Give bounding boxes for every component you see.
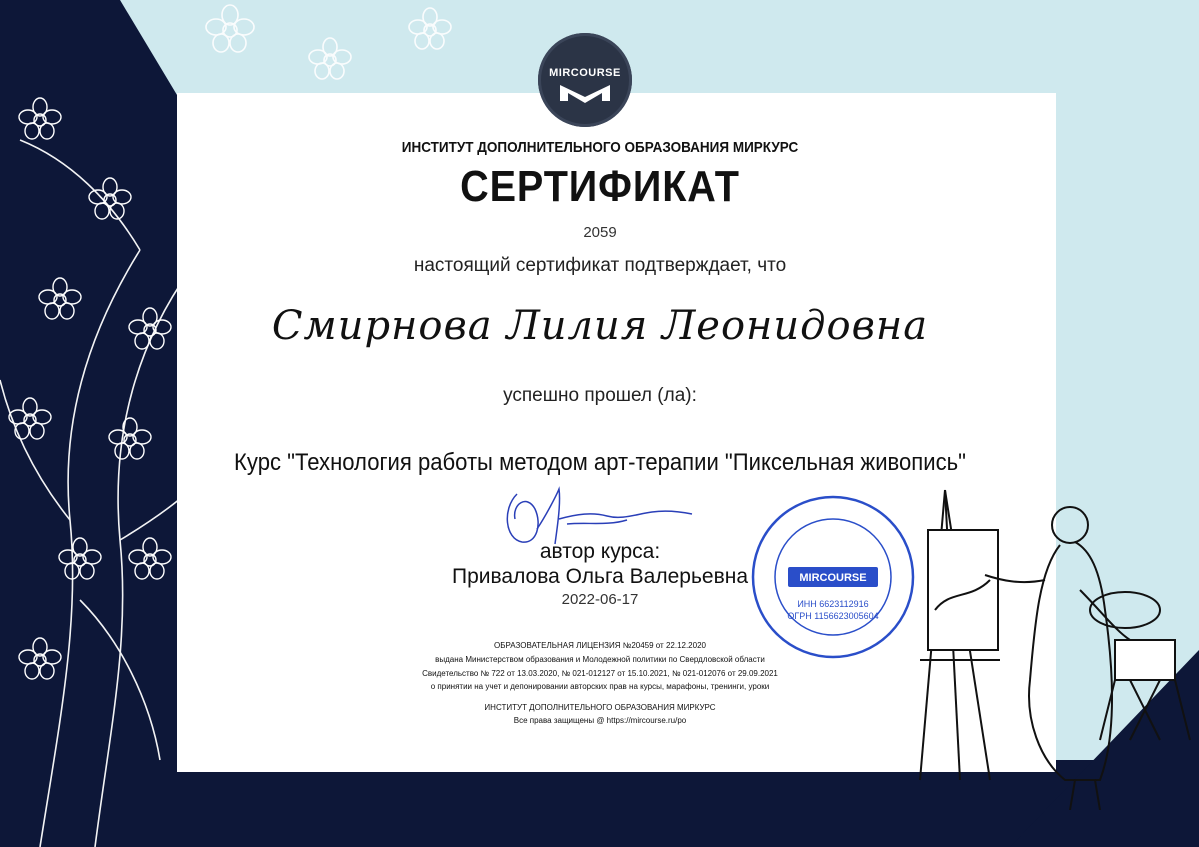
stamp-ogrn: ОГРН 1156623005604 <box>787 611 879 621</box>
license-line-5: ИНСТИТУТ ДОПОЛНИТЕЛЬНОГО ОБРАЗОВАНИЯ МИРКУРС <box>484 703 716 712</box>
license-line-4: о принятии на учет и депонировании авторских прав на курсы, марафоны, тренинги, уроки <box>430 682 770 691</box>
painter-illustration <box>900 480 1199 810</box>
course-title: Курс "Технология работы методом арт-терапии "Пиксельная живопись" <box>234 449 966 476</box>
mircourse-logo-icon <box>538 33 632 127</box>
confirms-text: настоящий сертификат подтверждает, что <box>413 255 787 276</box>
author-label: автор курса: <box>539 540 661 563</box>
institute-name: ИНСТИТУТ ДОПОЛНИТЕЛЬНОГО ОБРАЗОВАНИЯ МИРКУРС <box>401 139 799 156</box>
recipient-name: Смирнова Лилия Леонидовна <box>271 303 929 349</box>
author-name: Привалова Ольга Валерьевна <box>451 565 749 588</box>
official-stamp <box>748 482 918 672</box>
certificate-title: СЕРТИФИКАТ <box>460 162 740 211</box>
logo-text: MIRCOURSE <box>549 67 621 79</box>
license-line-6: Все права защищены @ https://mircourse.ru/po <box>513 716 687 725</box>
license-line-3: Свидетельство № 722 от 13.03.2020, № 021-012127 от 15.10.2021, № 021-012076 от 29.09.2021 <box>422 669 778 678</box>
certificate-number: 2059 <box>583 224 617 241</box>
stamp-logo-text: MIRCOURSE <box>799 572 867 584</box>
issue-date: 2022-06-17 <box>561 591 639 608</box>
stamp-inn: ИНН 6623112916 <box>797 599 869 609</box>
passed-text: успешно прошел (ла): <box>503 385 697 406</box>
license-line-2: выдана Министерством образования и Молодежной политики по Свердловской области <box>435 655 765 664</box>
license-line-1: ОБРАЗОВАТЕЛЬНАЯ ЛИЦЕНЗИЯ №20459 от 22.12.2020 <box>494 641 706 650</box>
